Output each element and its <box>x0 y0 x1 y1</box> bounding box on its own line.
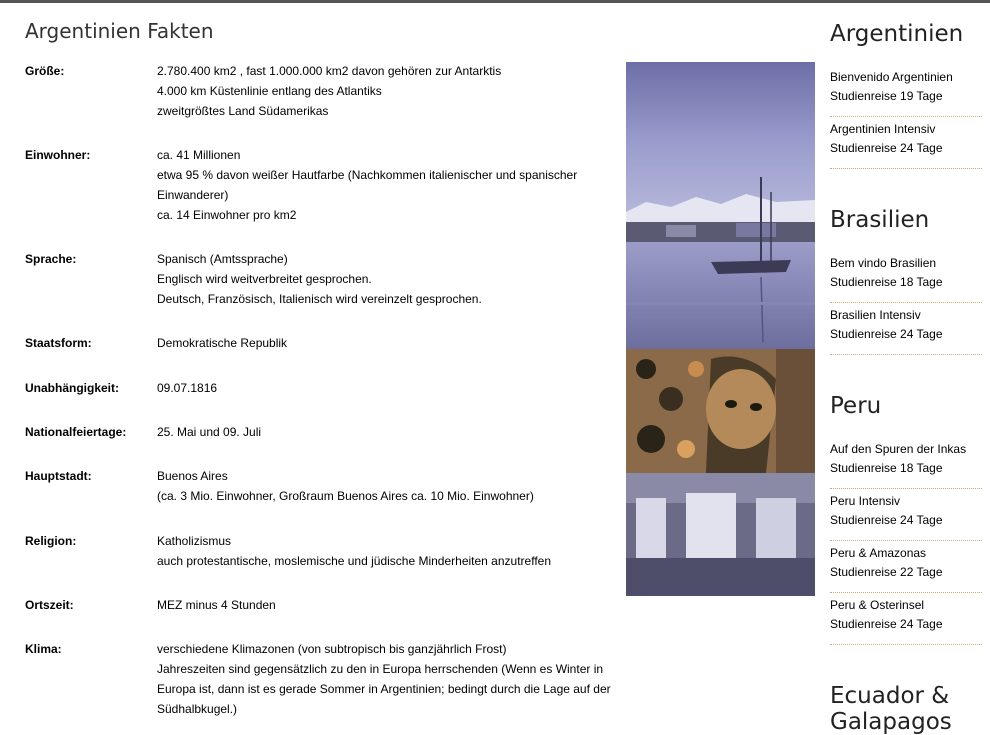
trip-name[interactable]: Bienvenido Argentinien <box>830 70 953 84</box>
fact-values <box>157 333 617 353</box>
fact-value: etwa 95 % davon weißer Hautfarbe (Nachkommen italienischer und spanischer Einwanderer) <box>157 168 578 202</box>
fact-value: ca. 14 Einwohner pro km2 <box>157 208 297 222</box>
trip-name[interactable]: Peru Intensiv <box>830 494 901 508</box>
fact-value: 09.07.1816 <box>157 381 218 395</box>
ocelot-photo <box>626 349 815 473</box>
waterfall-photo <box>626 473 815 596</box>
sidebar-item-peru-intensiv[interactable] <box>830 488 982 541</box>
fact-label: Größe: <box>25 64 65 78</box>
trip-detail[interactable]: Studienreise 19 Tage <box>830 89 943 103</box>
fact-value: 25. Mai und 09. Juli <box>157 425 262 439</box>
fact-value: ca. 41 Millionen <box>157 148 241 162</box>
harbor-photo <box>626 62 815 349</box>
fact-value: MEZ minus 4 Stunden <box>157 598 276 612</box>
fact-values <box>157 378 617 398</box>
sidebar-item-peru-amazonas[interactable] <box>830 540 982 593</box>
sidebar-item-auf-den-spuren-der-inkas[interactable] <box>830 436 982 489</box>
trip-detail[interactable]: Studienreise 18 Tage <box>830 275 943 289</box>
fact-label: Einwohner: <box>25 148 91 162</box>
fact-label: Nationalfeiertage: <box>25 425 127 439</box>
fact-value: Jahreszeiten sind gegensätzlich zu den in Europa herrschenden (Wenn es Winter in Europa ist, dann ist es gerade Sommer in Argentinien; bedingt durch die Lage auf der Südhalbkugel.) <box>157 662 611 716</box>
fact-label: Klima: <box>25 642 62 656</box>
fact-values <box>157 466 617 506</box>
fact-value: Spanisch (Amtssprache) <box>157 252 288 266</box>
sidebar-heading-peru: Peru <box>830 393 882 419</box>
fact-value: zweitgrößtes Land Südamerikas <box>157 104 329 118</box>
trip-name[interactable]: Peru & Amazonas <box>830 546 927 560</box>
trip-detail[interactable]: Studienreise 24 Tage <box>830 617 943 631</box>
sidebar-item-bienvenido-argentinien[interactable] <box>830 64 982 117</box>
sidebar-item-brasilien-intensiv[interactable] <box>830 302 982 355</box>
fact-value: Englisch wird weitverbreitet gesprochen. <box>157 272 372 286</box>
fact-values <box>157 61 617 121</box>
fact-value: verschiedene Klimazonen (von subtropisch bis ganzjährlich Frost) <box>157 642 507 656</box>
trip-name[interactable]: Brasilien Intensiv <box>830 308 921 322</box>
fact-value: auch protestantische, moslemische und jüdische Minderheiten anzutreffen <box>157 554 552 568</box>
sidebar-heading-brasilien: Brasilien <box>830 207 930 233</box>
fact-label: Staatsform: <box>25 336 92 350</box>
fact-label: Ortszeit: <box>25 598 74 612</box>
fact-label: Sprache: <box>25 252 77 266</box>
sidebar-item-argentinien-intensiv[interactable] <box>830 116 982 169</box>
fact-value: Buenos Aires <box>157 469 228 483</box>
sidebar-heading-argentinien: Argentinien <box>830 21 964 47</box>
trip-name[interactable]: Argentinien Intensiv <box>830 122 936 136</box>
fact-value: Katholizismus <box>157 534 232 548</box>
trip-detail[interactable]: Studienreise 18 Tage <box>830 461 943 475</box>
fact-values <box>157 639 617 719</box>
fact-values <box>157 531 617 571</box>
trip-detail[interactable]: Studienreise 24 Tage <box>830 141 943 155</box>
fact-label: Unabhängigkeit: <box>25 381 120 395</box>
trip-name[interactable]: Auf den Spuren der Inkas <box>830 442 967 456</box>
fact-label: Religion: <box>25 534 77 548</box>
trip-name[interactable]: Bem vindo Brasilien <box>830 256 937 270</box>
sidebar-item-bem-vindo-brasilien[interactable] <box>830 250 982 303</box>
top-border <box>0 0 990 3</box>
fact-value: Deutsch, Französisch, Italienisch wird vereinzelt gesprochen. <box>157 292 482 306</box>
sidebar-item-peru-osterinsel[interactable] <box>830 592 982 645</box>
trip-detail[interactable]: Studienreise 24 Tage <box>830 513 943 527</box>
fact-values <box>157 422 617 442</box>
sidebar-heading-ecuador-galapagos: Ecuador & Galapagos <box>830 683 952 735</box>
trip-detail[interactable]: Studienreise 24 Tage <box>830 327 943 341</box>
fact-value: Demokratische Republik <box>157 336 288 350</box>
fact-label: Hauptstadt: <box>25 469 92 483</box>
fact-value: (ca. 3 Mio. Einwohner, Großraum Buenos Aires ca. 10 Mio. Einwohner) <box>157 489 534 503</box>
fact-value: 2.780.400 km2 , fast 1.000.000 km2 davon gehören zur Antarktis <box>157 64 502 78</box>
fact-values <box>157 595 617 615</box>
page-title: Argentinien Fakten <box>25 19 214 43</box>
fact-values <box>157 249 617 309</box>
trip-name[interactable]: Peru & Osterinsel <box>830 598 925 612</box>
fact-value: 4.000 km Küstenlinie entlang des Atlantiks <box>157 84 382 98</box>
fact-values <box>157 145 597 225</box>
trip-detail[interactable]: Studienreise 22 Tage <box>830 565 943 579</box>
